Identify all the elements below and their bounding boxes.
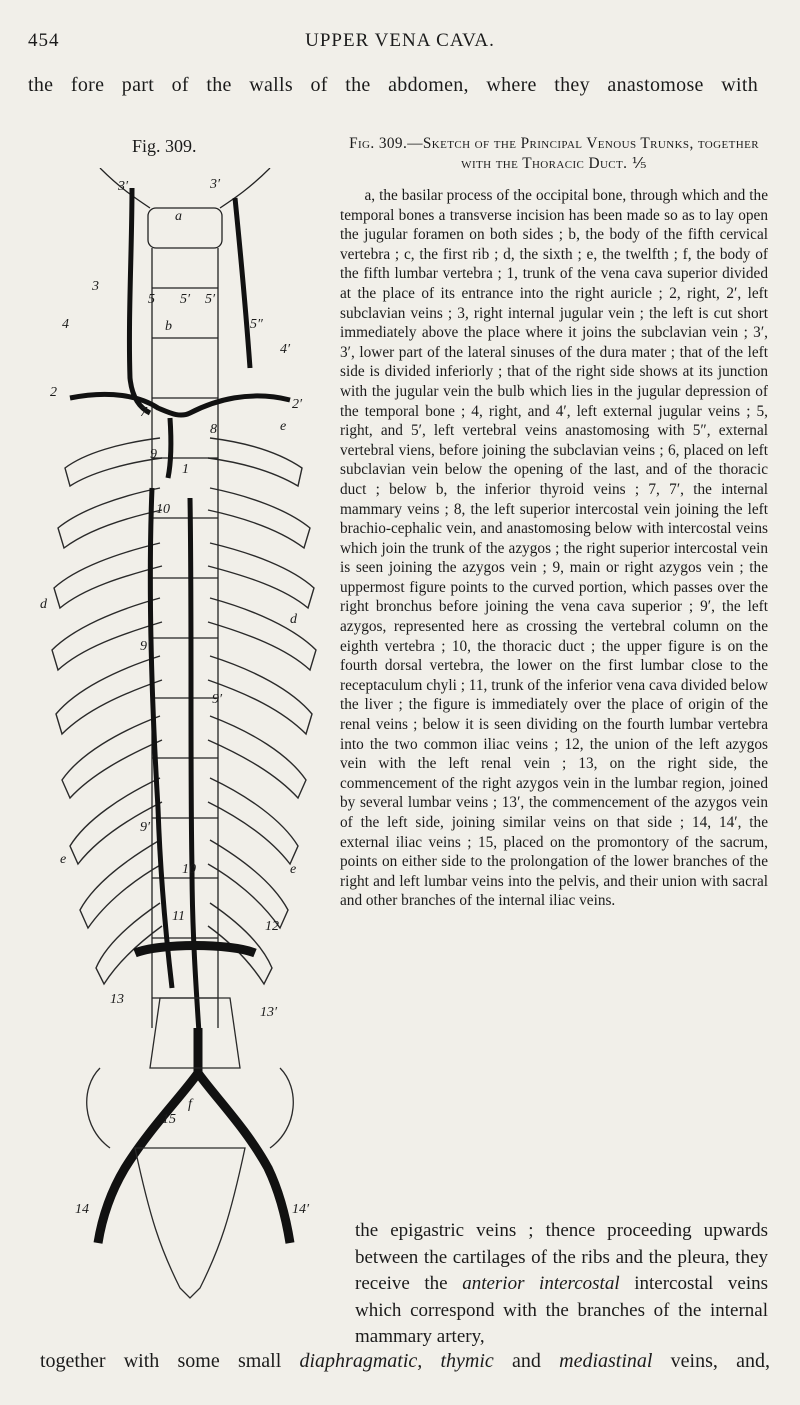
italic-intercostal: intercostal [539, 1273, 620, 1294]
label-f: f [188, 1097, 192, 1112]
italic-anterior: anterior [462, 1273, 525, 1294]
closing-text-line [40, 1350, 770, 1373]
label-e-left: e [60, 852, 67, 867]
label-15: 15 [162, 1112, 176, 1127]
italic-diaphragmatic: diaphragmatic, [299, 1350, 423, 1372]
label-3prime-right: 3′ [118, 179, 129, 194]
label-5prime: 5′ [180, 292, 191, 307]
label-a: a [175, 209, 182, 224]
label-8: 8 [210, 422, 217, 437]
label-1: 1 [182, 462, 189, 477]
italic-thymic: thymic [440, 1350, 494, 1372]
label-14prime: 14′ [292, 1202, 310, 1217]
label-13prime: 13′ [260, 1005, 278, 1020]
label-9prime-c: 9′ [140, 820, 151, 835]
label-b: b [165, 319, 172, 334]
page-header [28, 30, 772, 60]
cont-line-3: and the pleura, they receive the [355, 1246, 768, 1294]
sacrum-and-pelvis [87, 998, 294, 1298]
italic-mediastinal: mediastinal [559, 1350, 653, 1372]
label-9: 9 [150, 447, 157, 462]
last-line-part-b: and [493, 1350, 560, 1372]
label-9prime-b: 9′ [212, 692, 223, 707]
label-9prime-a: 9′ [140, 639, 151, 654]
label-13: 13 [110, 992, 124, 1007]
figure-labels [40, 177, 310, 1217]
caption-body: a, the basilar process of the occipital bone, through which and the temporal bones a transverse incision has been made so as to lay open the jugular foramen on both sides ; b, the body of the fifth cervical vertebra ; c, the first rib ; d, the sixth ; e, the twelfth ; f, the body of the fifth lumbar vertebra ; 1, trunk of the vena cava superior divided at the place of its entrance into the right auricle ; 2, right, 2′, left subclavian veins ; 3, right internal jugular vein ; the left is cut short immediately above the place where it joins the subclavian vein ; 3′, 3′, lower part of the lateral sinuses of the dura mater ; that of the left side is divided inferiorly ; that of the right side shows at its junction with the jugular vein the bulb which lies in the jugular depression of the temporal bone ; 4, right, and 4′, left external jugular veins ; 5, right, and 5′, left vertebral veins anastomosing with 5″, external vertebral viens, before joining the subclavian veins ; 6, placed on left subclavian vein below the opening of the last, and of the thoracic duct ; below b, the inferior thyroid veins ; 7, 7′, the internal mammary veins ; 8, the left superior intercostal vein joining the left brachio-cephalic vein, and anastomosing below with intercostal veins which join the trunk of the azygos ; the right superior intercostal vein is seen joining the azygos vein ; 9, main or right azygos vein ; the uppermost figure points to the curved portion, which passes over the right bronchus before joining the vena cava superior ; 9′, the left azygos, represented here as crossing the vertebral column on the eighth vertebra ; 10, the thoracic duct ; the upper figure is on the fourth dorsal vertebra, the lower on the first lumbar close to the receptaculum chyli ; 11, trunk of the inferior vena cava divided below the liver ; the figure is immediately over the place of origin of the renal veins ; below it is seen dividing on the fourth lumbar vertebra into the two common iliac veins ; 12, the union of the left azygos vein with the left renal vein ; 13, on the right side, the commencement of the right azygos vein in the lumbar region, joined by several lumbar veins ; 13′, the commencement of the azygos vein of the left side, joining similar veins on that side ; 14, 14′, the external iliac veins ; 15, placed on the promontory of the sacrum, points on either side to the prolongation of the lower branches of the right and left lumbar veins into the pelvis, and their union with sacral and other branches of the internal iliac veins. [340, 187, 768, 910]
continuation-text [355, 1218, 768, 1351]
label-5prime-b: 5′ [205, 292, 216, 307]
opening-text-line: the fore part of the walls of the abdomen, where they anastomose with [28, 74, 758, 96]
label-5: 5 [148, 292, 155, 307]
running-title: UPPER VENA CAVA. [305, 30, 495, 51]
label-e-right: e [290, 862, 297, 877]
label-3prime-left: 3′ [210, 177, 221, 192]
label-4prime: 4′ [280, 342, 291, 357]
label-12: 12 [265, 919, 279, 934]
cont-line-4: intercostal veins which correspond with the [355, 1273, 769, 1321]
label-10-lower: 10 [182, 862, 196, 877]
caption-title: Fig. 309.—Sketch of the Principal Venous Trunks, together with the Thoracic Duct. ⅕ [349, 135, 759, 172]
label-10-upper: 10 [156, 502, 170, 517]
last-line-part-c: veins, and, [652, 1350, 770, 1372]
cont-line-2: upwards between the cartilages of the ribs [355, 1220, 769, 1268]
cont-line-1: the epigastric veins ; thence proceeding [355, 1220, 692, 1241]
label-e-upper: e [280, 419, 287, 434]
last-line-part-a: together with some small [40, 1350, 300, 1372]
ribs [52, 438, 316, 984]
label-5-double-prime: 5″ [250, 317, 263, 332]
label-11: 11 [172, 909, 185, 924]
label-3: 3 [92, 279, 99, 294]
label-2: 2 [50, 385, 57, 400]
label-2prime: 2′ [292, 397, 303, 412]
label-4: 4 [62, 317, 69, 332]
venous-trunks-illustration [40, 168, 330, 1303]
label-7: 7 [140, 405, 147, 420]
figure-label: Fig. 309. [132, 136, 197, 156]
label-d-right: d [290, 612, 297, 627]
label-14: 14 [75, 1202, 89, 1217]
label-d-left: d [40, 597, 47, 612]
page-number: 454 [28, 30, 60, 51]
cont-line-5: branches of the internal mammary artery, [355, 1299, 768, 1347]
figure-caption [340, 134, 768, 911]
